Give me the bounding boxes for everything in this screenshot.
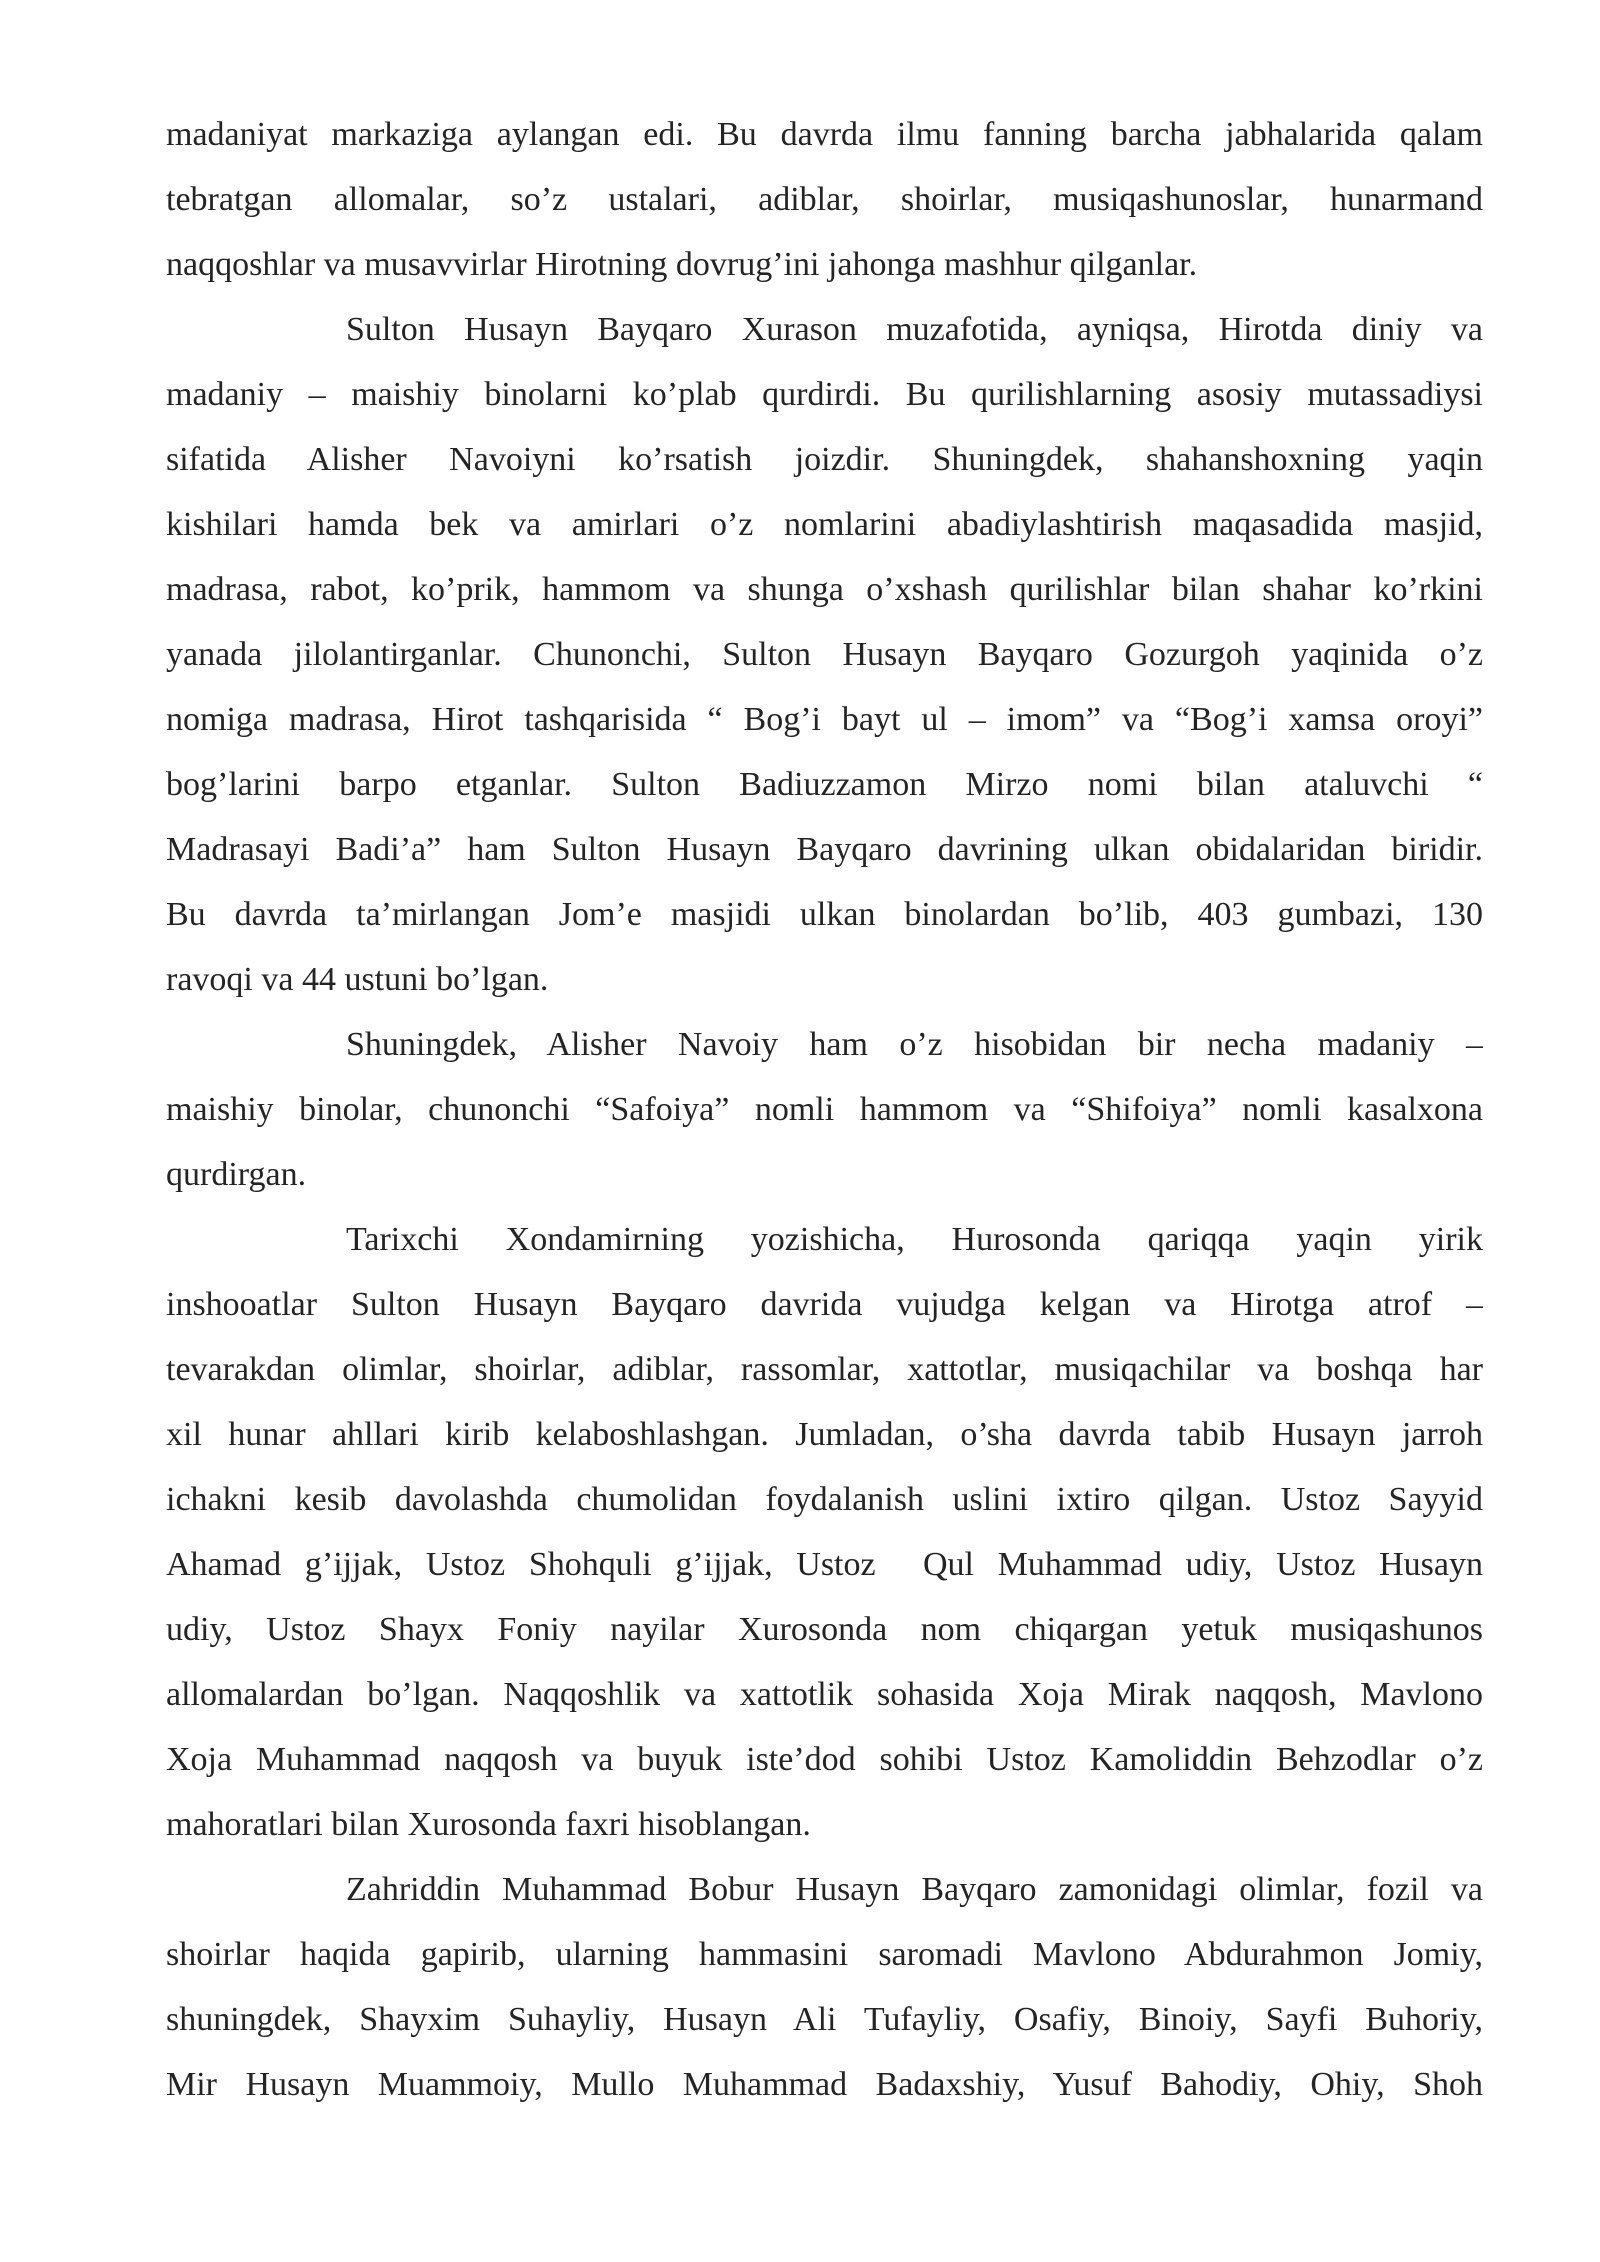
text-line: xil hunar ahllari kirib kelaboshlashgan. Jumladan, o’sha davrda tabib Husayn jarroh <box>166 1416 1483 1453</box>
text-line: kishilari hamda bek va amirlari o’z nomlarini abadiylashtirish maqasadida masjid, <box>166 506 1483 543</box>
text-line: madaniy – maishiy binolarni ko’plab qurdirdi. Bu qurilishlarning asosiy mutassadiysi <box>166 376 1483 413</box>
text-line: Sulton Husayn Bayqaro Xurason muzafotida, ayniqsa, Hirotda diniy va <box>346 311 1483 348</box>
text-line: Zahriddin Muhammad Bobur Husayn Bayqaro zamonidagi olimlar, fozil va <box>346 1871 1483 1908</box>
paragraph <box>166 1012 1483 1207</box>
text-line: Bu davrda ta’mirlangan Jom’e masjidi ulkan binolardan bo’lib, 403 gumbazi, 130 <box>166 896 1483 933</box>
text-line: madrasa, rabot, ko’prik, hammom va shunga o’xshash qurilishlar bilan shahar ko’rkini <box>166 571 1483 608</box>
text-line: mahoratlari bilan Xurosonda faxri hisoblangan. <box>166 1806 811 1843</box>
text-line: shuningdek, Shayxim Suhayliy, Husayn Ali Tufayliy, Osafiy, Binoiy, Sayfi Buhoriy, <box>166 2001 1483 2038</box>
paragraph <box>166 1207 1483 1857</box>
text-line: ichakni kesib davolashda chumolidan foydalanish uslini ixtiro qilgan. Ustoz Sayyid <box>166 1481 1483 1518</box>
text-line: tevarakdan olimlar, shoirlar, adiblar, rassomlar, xattotlar, musiqachilar va boshqa har <box>166 1351 1483 1388</box>
text-line: udiy, Ustoz Shayx Foniy nayilar Xurosonda nom chiqargan yetuk musiqashunos <box>166 1611 1483 1648</box>
text-line: bog’larini barpo etganlar. Sulton Badiuzzamon Mirzo nomi bilan ataluvchi “ <box>166 766 1483 803</box>
paragraph <box>166 1857 1483 2117</box>
paragraph <box>166 102 1483 297</box>
text-line: yanada jilolantirganlar. Chunonchi, Sulton Husayn Bayqaro Gozurgoh yaqinida o’z <box>166 636 1483 673</box>
text-line: tebratgan allomalar, so’z ustalari, adiblar, shoirlar, musiqashunoslar, hunarmand <box>166 181 1483 218</box>
text-line: madaniyat markaziga aylangan edi. Bu davrda ilmu fanning barcha jabhalarida qalam <box>166 116 1483 153</box>
text-line: Mir Husayn Muammoiy, Mullo Muhammad Badaxshiy, Yusuf Bahodiy, Ohiy, Shoh <box>166 2066 1483 2103</box>
text-line: Xoja Muhammad naqqosh va buyuk iste’dod sohibi Ustoz Kamoliddin Behzodlar o’z <box>166 1741 1483 1778</box>
text-line: Madrasayi Badi’a” ham Sulton Husayn Bayqaro davrining ulkan obidalaridan biridir. <box>166 831 1483 868</box>
text-line: sifatida Alisher Navoiyni ko’rsatish joizdir. Shuningdek, shahanshoxning yaqin <box>166 441 1483 478</box>
paragraph <box>166 297 1483 1012</box>
text-line: maishiy binolar, chunonchi “Safoiya” nomli hammom va “Shifoiya” nomli kasalxona <box>166 1091 1483 1128</box>
text-line: shoirlar haqida gapirib, ularning hammasini saromadi Mavlono Abdurahmon Jomiy, <box>166 1936 1483 1973</box>
text-line: ravoqi va 44 ustuni bo’lgan. <box>166 961 549 998</box>
text-line: Tarixchi Xondamirning yozishicha, Hurosonda qariqqa yaqin yirik <box>346 1221 1483 1258</box>
text-line: nomiga madrasa, Hirot tashqarisida “ Bog’i bayt ul – imom” va “Bog’i xamsa oroyi” <box>166 701 1483 738</box>
text-line: inshooatlar Sulton Husayn Bayqaro davrida vujudga kelgan va Hirotga atrof – <box>166 1286 1483 1323</box>
text-line: Shuningdek, Alisher Navoiy ham o’z hisobidan bir necha madaniy – <box>346 1026 1483 1063</box>
text-line: naqqoshlar va musavvirlar Hirotning dovrug’ini jahonga mashhur qilganlar. <box>166 246 1198 283</box>
text-line: allomalardan bo’lgan. Naqqoshlik va xattotlik sohasida Xoja Mirak naqqosh, Mavlono <box>166 1676 1483 1713</box>
text-line: Ahamad g’ijjak, Ustoz Shohquli g’ijjak, Ustoz Qul Muhammad udiy, Ustoz Husayn <box>166 1546 1483 1583</box>
text-line: qurdirgan. <box>166 1156 307 1193</box>
